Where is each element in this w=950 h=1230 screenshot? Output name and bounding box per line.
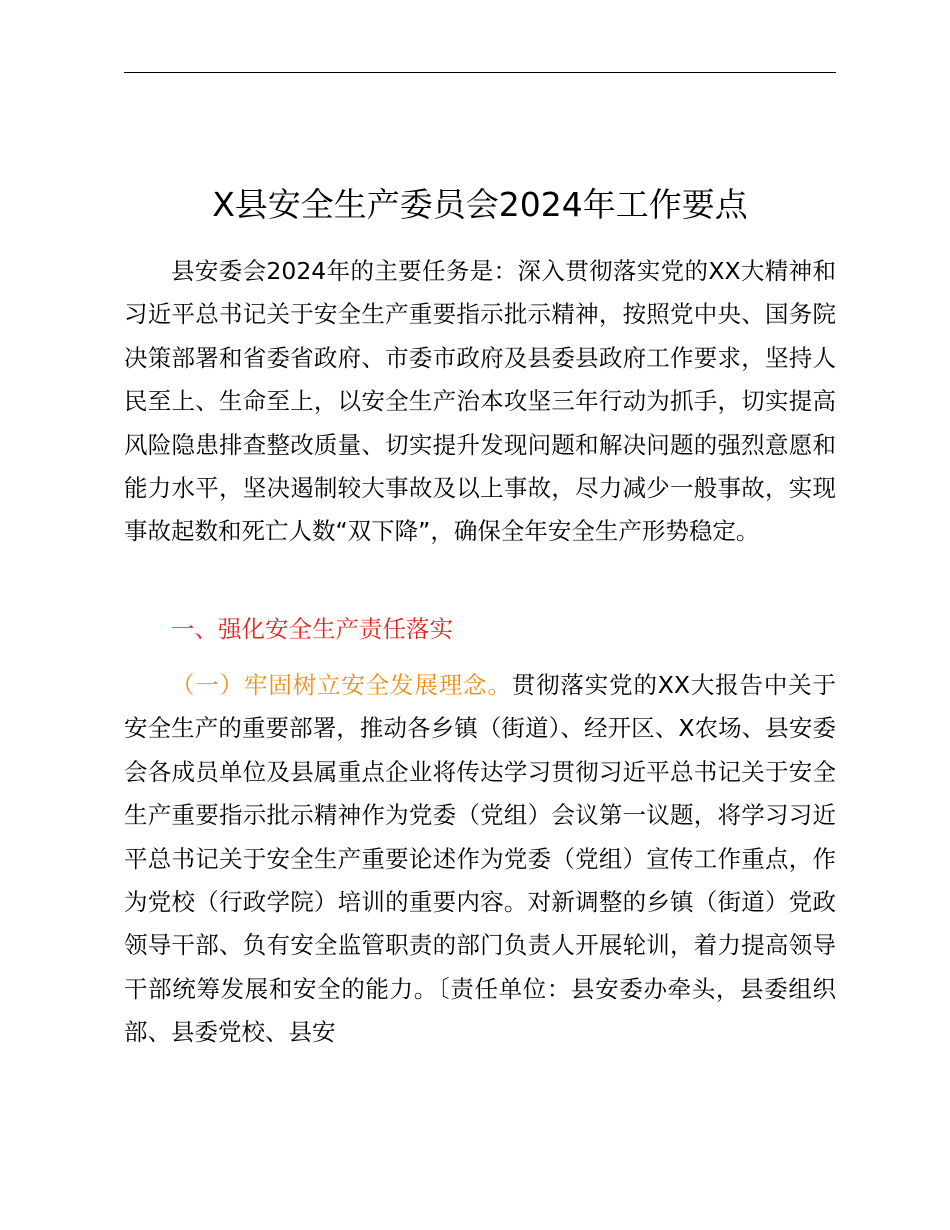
header-rule [124, 72, 836, 73]
item-paragraph-1 [124, 664, 836, 1055]
document-title: X县安全生产委员会2024年工作要点 [212, 185, 748, 224]
item-body-1: 贯彻落实党的XX大报告中关于安全生产的重要部署，推动各乡镇（街道）、经开区、X农场、县安委会各成员单位及县属重点企业将传达学习贯彻习近平总书记关于安全生产重要指示批示精神作为党委（党组）会议第一议题，将学习习近平总书记关于安全生产重要论述作为党委（党组）宣传工作重点，作为党校（行政学院）培训的重要内容。对新调整的乡镇（街道）党政领导干部、负有安全监管职责的部门负责人开展轮训，着力提高领导干部统筹发展和安全的能力。〔责任单位：县安委办牵头，县委组织部、县委党校、县安 [124, 671, 837, 1047]
section-heading-1: 一、强化安全生产责任落实 [171, 615, 453, 643]
item-subheading-1: （一）牢固树立安全发展理念。 [171, 671, 512, 699]
intro-paragraph: 县安委会2024年的主要任务是：深入贯彻落实党的XX大精神和习近平总书记关于安全生产重要指示批示精神，按照党中央、国务院决策部署和省委省政府、市委市政府及县委县政府工作要求，坚持人民至上、生命至上，以安全生产治本攻坚三年行动为抓手，切实提高风险隐患排查整改质量、切实提升发现问题和解决问题的强烈意愿和能力水平，坚决遏制较大事故及以上事故，尽力减少一般事故，实现事故起数和死亡人数“双下降”，确保全年安全生产形势稳定。 [124, 257, 836, 546]
